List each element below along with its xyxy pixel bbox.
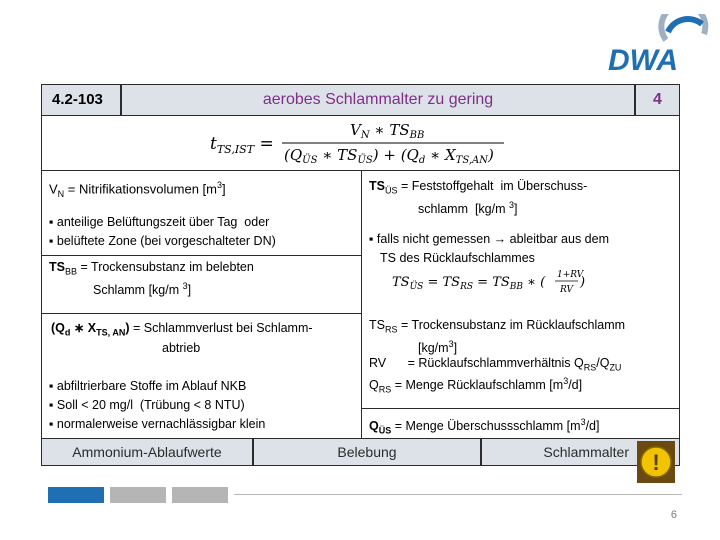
page-title: aerobes Schlammalter zu gering [121, 84, 635, 116]
svg-text:RV: RV [560, 285, 573, 295]
svg-text:): ) [580, 275, 586, 290]
page-number: 6 [670, 509, 677, 521]
tsus-definition: $TS_{ÜS}$ = Feststoffgehalt im Überschuss- [369, 179, 588, 196]
tsrs-definition: $TS_{RS}$ = Trockensubstanz im Rücklaufschlamm [369, 318, 626, 335]
divider [41, 255, 361, 256]
tsbb-definition: $TS_{BB}$ = Trockensubstanz im belebten [49, 260, 254, 277]
svg-text:1+RV: 1+RV [557, 270, 584, 280]
dwa-logo [606, 14, 710, 79]
nav-belebung[interactable]: Belebung [253, 438, 481, 466]
qd-definition-line2: abtrieb [162, 341, 201, 355]
svg-text:!: ! [652, 450, 660, 475]
measure-note: ▪ falls nicht gemessen → ableitbar aus dem [369, 232, 609, 246]
rs-formula [392, 266, 592, 303]
nav-schlammalter[interactable]: Schlammalter [481, 438, 680, 466]
footer-bar-gray [172, 487, 228, 503]
footer-line [234, 494, 682, 495]
vn-definition: $V_N$ = Nitrifikationsvolumen $[m^3]$ [49, 180, 226, 199]
nav-ammonium[interactable]: Ammonium-Ablaufwerte [41, 438, 253, 466]
tsus-definition-line2: schlamm [kg/m $^3$] [418, 200, 518, 217]
svg-text:tTS,IST =: $t_{TS,IST}$ = [210, 134, 274, 156]
qd-definition: ($Q_d$ ∗ $X_{TS, AN}$) = Schlammverlust bei Schlamm- [51, 321, 313, 338]
footer-bar-blue [48, 487, 104, 503]
qrs-definition: $Q_{RS}$ = Menge Rücklaufschlamm $[m^3/d]$ [369, 376, 583, 395]
list-item: ▪ anteilige Belüftungszeit über Tag oder [49, 215, 270, 229]
svg-text:TSÜS = TSRS = TSBB ∗ (: $TS_{ÜS} = TS_{RS} = TS_{BB}$ ∗ ( [392, 275, 546, 292]
svg-text:VN ∗ TSBB: $V_N$ ∗ $TS_{BB}$ [350, 121, 425, 141]
list-item: ▪ abfiltrierbare Stoffe im Ablauf NKB [49, 379, 247, 393]
divider [41, 313, 361, 314]
category-number: 4 [635, 84, 680, 116]
qus-definition: $Q_{ÜS}$ = Menge Überschussschlamm $[m^3/d]$ [369, 417, 600, 436]
divider [361, 408, 680, 409]
tsrs-unit: $[kg/m^3]$ [418, 339, 458, 356]
footer-bar-gray [110, 487, 166, 503]
section-number: 4.2-103 [41, 84, 121, 116]
measure-note-line2: TS des Rücklaufschlammes [380, 251, 535, 265]
sludge-age-formula [210, 116, 520, 175]
list-item: ▪ normalerweise vernachlässigbar klein [49, 417, 266, 431]
svg-text:DWA: DWA [608, 44, 678, 74]
divider [41, 170, 680, 171]
tsbb-definition-line2: Schlamm [kg/m $^3$] [93, 281, 192, 298]
warning-icon [636, 440, 676, 484]
list-item: ▪ Soll < 20 mg/l (Trübung < 8 NTU) [49, 398, 245, 412]
list-item: ▪ belüftete Zone (bei vorgeschalteter DN) [49, 234, 276, 248]
rv-definition: RV = Rücklaufschlammverhältnis $Q_{RS}/Q_{ZU}$ [369, 356, 622, 373]
svg-text:(QÜS ∗ TSÜS) + (Qd ∗ XTS,AN): ($Q_{ÜS}$ ∗ $TS_{ÜS}) + (Q_d$ ∗ $X_{TS,AN}$) [284, 146, 494, 166]
arrow-icon: → [493, 232, 507, 246]
